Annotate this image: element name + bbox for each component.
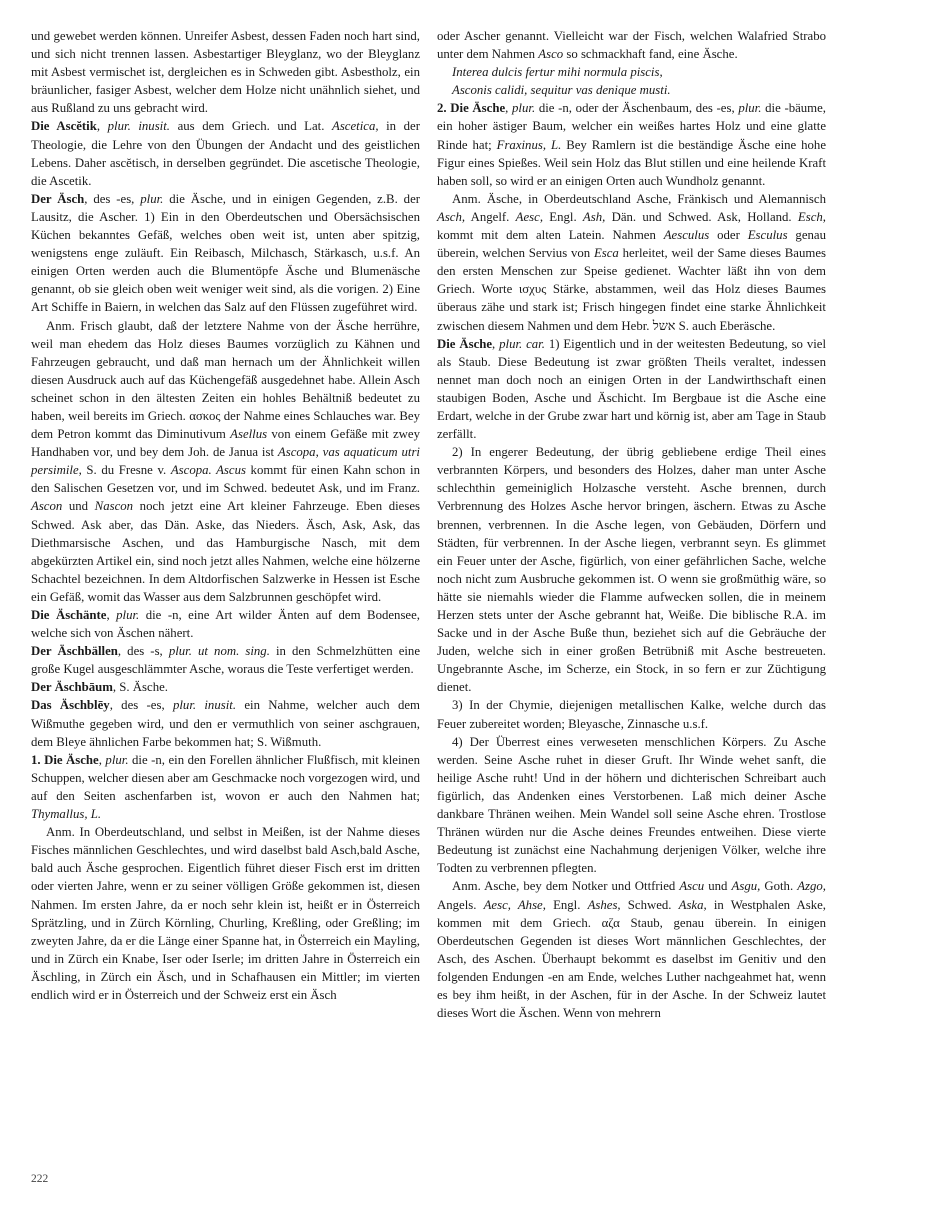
- entry-headword: 1. Die Äsche: [31, 752, 99, 767]
- italic-text: Azgo,: [797, 879, 826, 894]
- italic-text: plur.: [105, 752, 129, 767]
- entry-headword: Die Äschänte: [31, 608, 107, 622]
- text-run: , des -s,: [117, 644, 169, 659]
- text-run: Anm. Äsche, in Oberdeutschland Asche, Fränkisch und Alemannisch: [452, 191, 826, 206]
- text-run: oder: [709, 228, 748, 243]
- text-run: Angelf.: [465, 209, 516, 224]
- text-run: 4) Der Überrest eines verweseten menschlichen Körpers. Zu Asche werden. Seine Asche ruhet in dieser Gruft. Ihr Winde wehet sanft, die heilige Asche ruht! Und in der höhern und dichterischen Schreibart auch figürlich, das Andenken eines Verstorbenen. Laß mich deiner Asche dankbare Thränen weihen. Mein Wandel soll seine Asche ehren. Trostlose Thränen würden nur die Asche deines Freundes entweihen. Diese vierte Bedeutung ist zunächst eine Nachahmung derjenigen Völker, welche ihre Todten zu verbrennen pflegten.: [437, 734, 826, 876]
- text-run: , des -es,: [109, 698, 173, 713]
- text-run: die Äsche, und in einigen Gegenden, z.B. der Lausitz, die Ascher. 1) Ein in den Oberdeutschen und Obersächsischen Küchen bekanntes Gefäß, welches oben weit ist, unten aber spitzig, wenigstens enge zuläuft. Ein Reibasch, Milchasch, Stärkasch, u.s.f. An einigen Orten werden auch die Blumentöpfe Äsche und Blumenäsche genannt, ob sie gleich oben weit weniger weit sind, als die vorigen. 2) Eine Art Schiffe in Baiern, in welchen das Salz auf den Flüssen zugeführet wird.: [31, 191, 421, 315]
- left-column: [31, 27, 420, 1004]
- italic-text: plur. ut nom. sing.: [168, 644, 270, 659]
- italic-text: Aesculus: [663, 228, 710, 243]
- dictionary-entry: [31, 751, 420, 823]
- italic-text: Asch,: [437, 209, 466, 224]
- right-column: [437, 27, 826, 1022]
- text-run: ,: [96, 119, 108, 134]
- text-run: ,: [106, 608, 117, 622]
- text-run: die -n, eine Art wilder Änten auf dem Bodensee, welche sich von Äschen nähert.: [31, 608, 420, 641]
- text-run: und gewebet werden können. Unreifer Asbest, dessen Faden noch hart sind, und sich nicht trennen lassen. Asbestartiger Bleyglanz, wo der Bleyglanz mit Asbest vermischet ist, dergleichen es in Schweden gibt. Asbestholz, ein bräunlicher, fasiger Asbest, welcher dem Holze nicht unähnlich siehet, und aus Rußland zu uns gebracht wird.: [31, 29, 420, 116]
- italic-text: Esculus: [747, 228, 788, 243]
- dictionary-entry: [31, 696, 420, 750]
- text-run: Goth.: [760, 879, 798, 894]
- text-run: in den Schmelzhütten eine große Kugel ausgeschlämmter Asche, woraus die Teste verfertiget werden.: [31, 644, 421, 677]
- paragraph: [437, 443, 826, 696]
- text-run: Anm. In Oberdeutschland, und selbst in Meißen, ist der Nahme dieses Fisches männlichen Geschlechtes, und wird daselbst bald Asch,bald Asche, bald auch Äsche gesprochen. Eigentlich führet dieser Fisch erst im dritten oder vierten Jahre, wenn er zu seiner völligen Größe gekommen ist, diesen Nahmen. Im ersten Jahre, da er noch sehr klein ist, heißt er in Österreich Sprätzling, und in Zürch Körnling, Churling, Kreßling, oder Greßling; im zweyten Jahre, da er die Länge einer Spanne hat, in Österreich ein Mayling, und in Zürch ein Knabe, Iser oder Iserle; im dritten Jahre in Österreich ein Äschling, in Zürch ein Äsch, und in Schafhausen ein Mittler; im vierten endlich wird er in Österreich und der Schweiz erst ein Äsch: [31, 825, 420, 1002]
- text-run: Schwed.: [620, 897, 679, 912]
- text-run: Angels.: [437, 897, 484, 912]
- text-run: genau überein, welchen Servius von: [437, 228, 826, 261]
- italic-text: Ascu: [679, 879, 705, 894]
- text-run: von einem Gefäße mit zwey Handhaben vor, und bey dem Joh. de Janua ist: [31, 427, 420, 460]
- entry-headword: Die Äsche: [437, 336, 493, 351]
- paragraph: [437, 27, 826, 63]
- text-run: Bey Ramlern ist die beständige Äsche eine hohe Figur eines Spießes. Weil sein Holz das Blut stillen und eine heilende Kraft haben soll, so wird er an einigen Orten auch Wundholz genannt.: [437, 137, 826, 188]
- italic-text: plur. inusit.: [172, 698, 237, 713]
- dictionary-entry: [31, 190, 420, 317]
- text-run: ,: [505, 101, 513, 116]
- text-run: , S. Äsche.: [112, 680, 168, 695]
- text-run: und: [704, 879, 732, 894]
- text-run: so schmackhaft fand, eine Äsche.: [563, 47, 738, 62]
- dictionary-entry: [31, 678, 420, 696]
- italic-text: plur.: [140, 191, 164, 206]
- text-run: Anm. Frisch glaubt, daß der letztere Nahme von der Äsche herrühre, weil man ehedem das Holz dieses Baumes vorzüglich zu Kähnen und Fahrzeugen gebraucht, und daß man hernach um der Ähnlichkeit willen diesen Ausdruck auch auf das Küchengefäß ausgedehnet habe. Allein Asch scheinet schon in den ältesten Zeiten ein hohles Behältniß bedeutet zu haben, weil bereits im Griech. ασκος der Nahme eines Schlauches war. Bey dem Petron kommt das Diminutivum: [31, 318, 420, 442]
- italic-text: plur. car.: [499, 336, 545, 351]
- italic-text: Fraxinus, L.: [496, 137, 562, 152]
- text-run: die -n, ein den Forellen ähnlicher Flußfisch, mit kleinen Schuppen, welcher diesen aber am Geschmacke noch vorgezogen wird, und auf den Seiten aschenfarben ist, wovon er auch den Nahmen hat;: [31, 752, 420, 803]
- verse-line: [437, 81, 826, 99]
- text-run: ,: [492, 336, 500, 351]
- entry-headword: Der Äschbāum: [31, 680, 113, 695]
- verse-line: [437, 63, 826, 81]
- italic-text: Nascon: [94, 499, 134, 514]
- italic-text: plur.: [116, 608, 140, 622]
- page-number: 222: [31, 1173, 49, 1185]
- dictionary-entry: [437, 335, 826, 444]
- italic-text: Ash,: [582, 209, 606, 224]
- text-run: noch jetzt eine Art kleiner Fahrzeuge. Eben dieses Schwed. Ask aber, das Dän. Aske, das Nieders. Äsch, Ask, Ask, das Diethmarsische Aschen, und das Hamburgische Nasch, mit dem abgekürzten Artikel ein, sind noch jetzt alles Nahmen, welche eine hölzerne Schachtel bezeichnen. In dem Altdorfischen Salzwerke in Hessen ist Esche ein Gefäß, womit das Wasser aus dem Salzbrunnen geschöpfet wird.: [31, 499, 421, 604]
- paragraph: [31, 27, 420, 117]
- text-run: in Westphalen Aske, kommen mit dem Griech. αζα Staub, genau überein. In einigen Oberdeutschen Gegenden ist dieses Wort männlichen Geschlechtes, der Asch, des Aschen. Überhaupt bekommt es daselbst im Genitiv und den folgenden Endungen -en am Ende, welches Luther nachgeahmet hat, wenn es bey ihm heißt, in der Aschen, für in der Asche. In der Schweiz lautet dieses Wort die Äschen. Wenn von mehrern: [437, 897, 826, 1021]
- text-run: 1) Eigentlich und in der weitesten Bedeutung, so viel als Staub. Diese Bedeutung ist zwar größten Theils veraltet, indessen nennet man doch noch an einigen Orten in der Landwirthschaft einen staubigen Boden, Asche und Äschicht. Im Bergbaue ist die Asche eine Erdart, welche in der Grube zwar hart und körnig ist, aber am Tage in Staub zerfällt.: [437, 336, 827, 442]
- text-run: Engl.: [545, 897, 588, 912]
- italic-text: plur.: [512, 101, 536, 116]
- paragraph: [437, 190, 826, 335]
- italic-text: Ascopa. Ascus: [170, 463, 246, 478]
- text-run: kommt für einen Kahn schon in den Salischen Gesetzen vor, und im Schwed. bedeutet Ask, und im Franz.: [31, 463, 420, 496]
- italic-text: Ashes,: [587, 897, 621, 912]
- dictionary-entry: [437, 99, 826, 189]
- italic-text: Asco: [538, 47, 564, 62]
- paragraph: [31, 317, 420, 607]
- text-run: Dän. und Schwed. Ask, Holland.: [605, 209, 798, 224]
- text-run: in der Theologie, die Lehre von den Übungen der Andacht und des geistlichen Lebens. Daher ascĕtisch, in derselben gegründet. Die ascetische Theologie, die Ascetik.: [31, 119, 420, 188]
- italic-text: Esch,: [797, 209, 826, 224]
- text-run: , des -es,: [84, 191, 141, 206]
- text-run: und: [62, 499, 95, 514]
- text-run: oder Ascher genannt. Vielleicht war der Fisch, welchen Walafried Strabo unter dem Nahmen: [437, 29, 826, 62]
- dictionary-entry: [31, 606, 420, 642]
- text-run: S. du Fresne v.: [81, 463, 171, 478]
- italic-text: Aesc,: [515, 209, 544, 224]
- italic-text: Interea dulcis fertur mihi normula piscis,: [452, 65, 663, 80]
- text-run: aus dem Griech. und Lat.: [170, 119, 332, 134]
- entry-headword: 2. Die Äsche: [437, 101, 506, 116]
- text-run: 2) In engerer Bedeutung, der übrig gebliebene erdige Theil eines verbrannten Körpers, und besonders des Holzes, daher man unter Asche schlechthin gemeiniglich Holzasche versteht. Asche brennen, durch Verbrennung des Holzes Asche hervor bringen, äschern. Etwas zu Asche brennen, verbrennen. In die Asche legen, von Gebäuden, Dörfern und Städten, für verbrennen. In der Asche liegen, verbrannt seyn. Es glimmet ein Feuer unter der Asche, figürlich, von einer gefährlichen Sache, welche noch nicht zum Ausbruche gekommen ist. O wenn sie großmüthig wäre, so hätte sie niemahls wieder die Flamme aufwecken sollen, die in meinem Herzen stets unter der Asche gebrannt hat, Weiße. Die biblische R.A. im Sacke und in der Asche Buße thun, beziehet sich auf die Gebräuche der Juden, welche sich in einer großen Betrübniß mit Asche bestreueten. Ungebrannte Asche, im Scherze, ein Stock, in so fern er zur Züchtigung dienet.: [437, 445, 826, 695]
- italic-text: Asconis calidi, sequitur vas denique musti.: [452, 83, 671, 98]
- entry-headword: Das Äschblēy: [31, 698, 110, 713]
- entry-headword: Der Äsch: [31, 191, 85, 206]
- text-run: herleitet, weil der Same dieses Baumes den ersten Menschen zur Speise gedienet. Wachter läßt ihn von dem Griech. Worte ισχυς Stärke, abstammen, weil das Holz dieses Baumes überaus zähe und stark ist; Frisch hingegen findet eine starke Ähnlichkeit zwischen diesem Nahmen und dem Hebr. אשל S. auch Eberäsche.: [437, 246, 826, 333]
- paragraph: [437, 877, 826, 1022]
- italic-text: plur. inusit.: [107, 119, 170, 134]
- italic-text: Asgu,: [731, 879, 761, 894]
- italic-text: Esca: [593, 246, 619, 261]
- paragraph: [31, 823, 420, 1004]
- text-run: Engl.: [543, 209, 583, 224]
- entry-headword: Die Ascĕtik: [31, 119, 97, 134]
- italic-text: Aska,: [678, 897, 707, 912]
- paragraph: [437, 696, 826, 732]
- text-run: ,: [98, 752, 106, 767]
- italic-text: Thymallus, L.: [31, 807, 102, 822]
- italic-text: plur.: [738, 101, 762, 116]
- italic-text: Ascetica,: [332, 119, 379, 134]
- italic-text: Aesc, Ahse,: [483, 897, 546, 912]
- dictionary-entry: [31, 642, 420, 678]
- entry-headword: Der Äschbällen: [31, 644, 118, 659]
- dictionary-entry: [31, 117, 420, 189]
- italic-text: Ascopa, vas aquaticum utri persimile,: [31, 445, 420, 478]
- text-run: kommt mit dem alten Latein. Nahmen: [437, 228, 664, 243]
- paragraph: [437, 733, 826, 878]
- text-run: die -n, oder der Äschenbaum, des -es,: [535, 101, 739, 116]
- italic-text: Asellus: [230, 427, 268, 442]
- text-run: 3) In der Chymie, diejenigen metallischen Kalke, welche durch das Feuer zubereitet worden; Bleyasche, Zinnasche u.s.f.: [437, 698, 826, 731]
- italic-text: Ascon: [31, 499, 63, 514]
- text-run: Anm. Asche, bey dem Notker und Ottfried: [452, 879, 680, 894]
- text-run: ein Nahme, welcher auch dem Wißmuthe gegeben wird, und den er vermuthlich von seiner aschgrauen, dem Bleye ähnlichen Farbe bekommen hat; S. Wißmuth.: [31, 698, 420, 749]
- text-run: die -bäume, ein hoher ästiger Baum, welcher ein weißes hartes Holz und eine glatte Rinde hat;: [437, 101, 827, 152]
